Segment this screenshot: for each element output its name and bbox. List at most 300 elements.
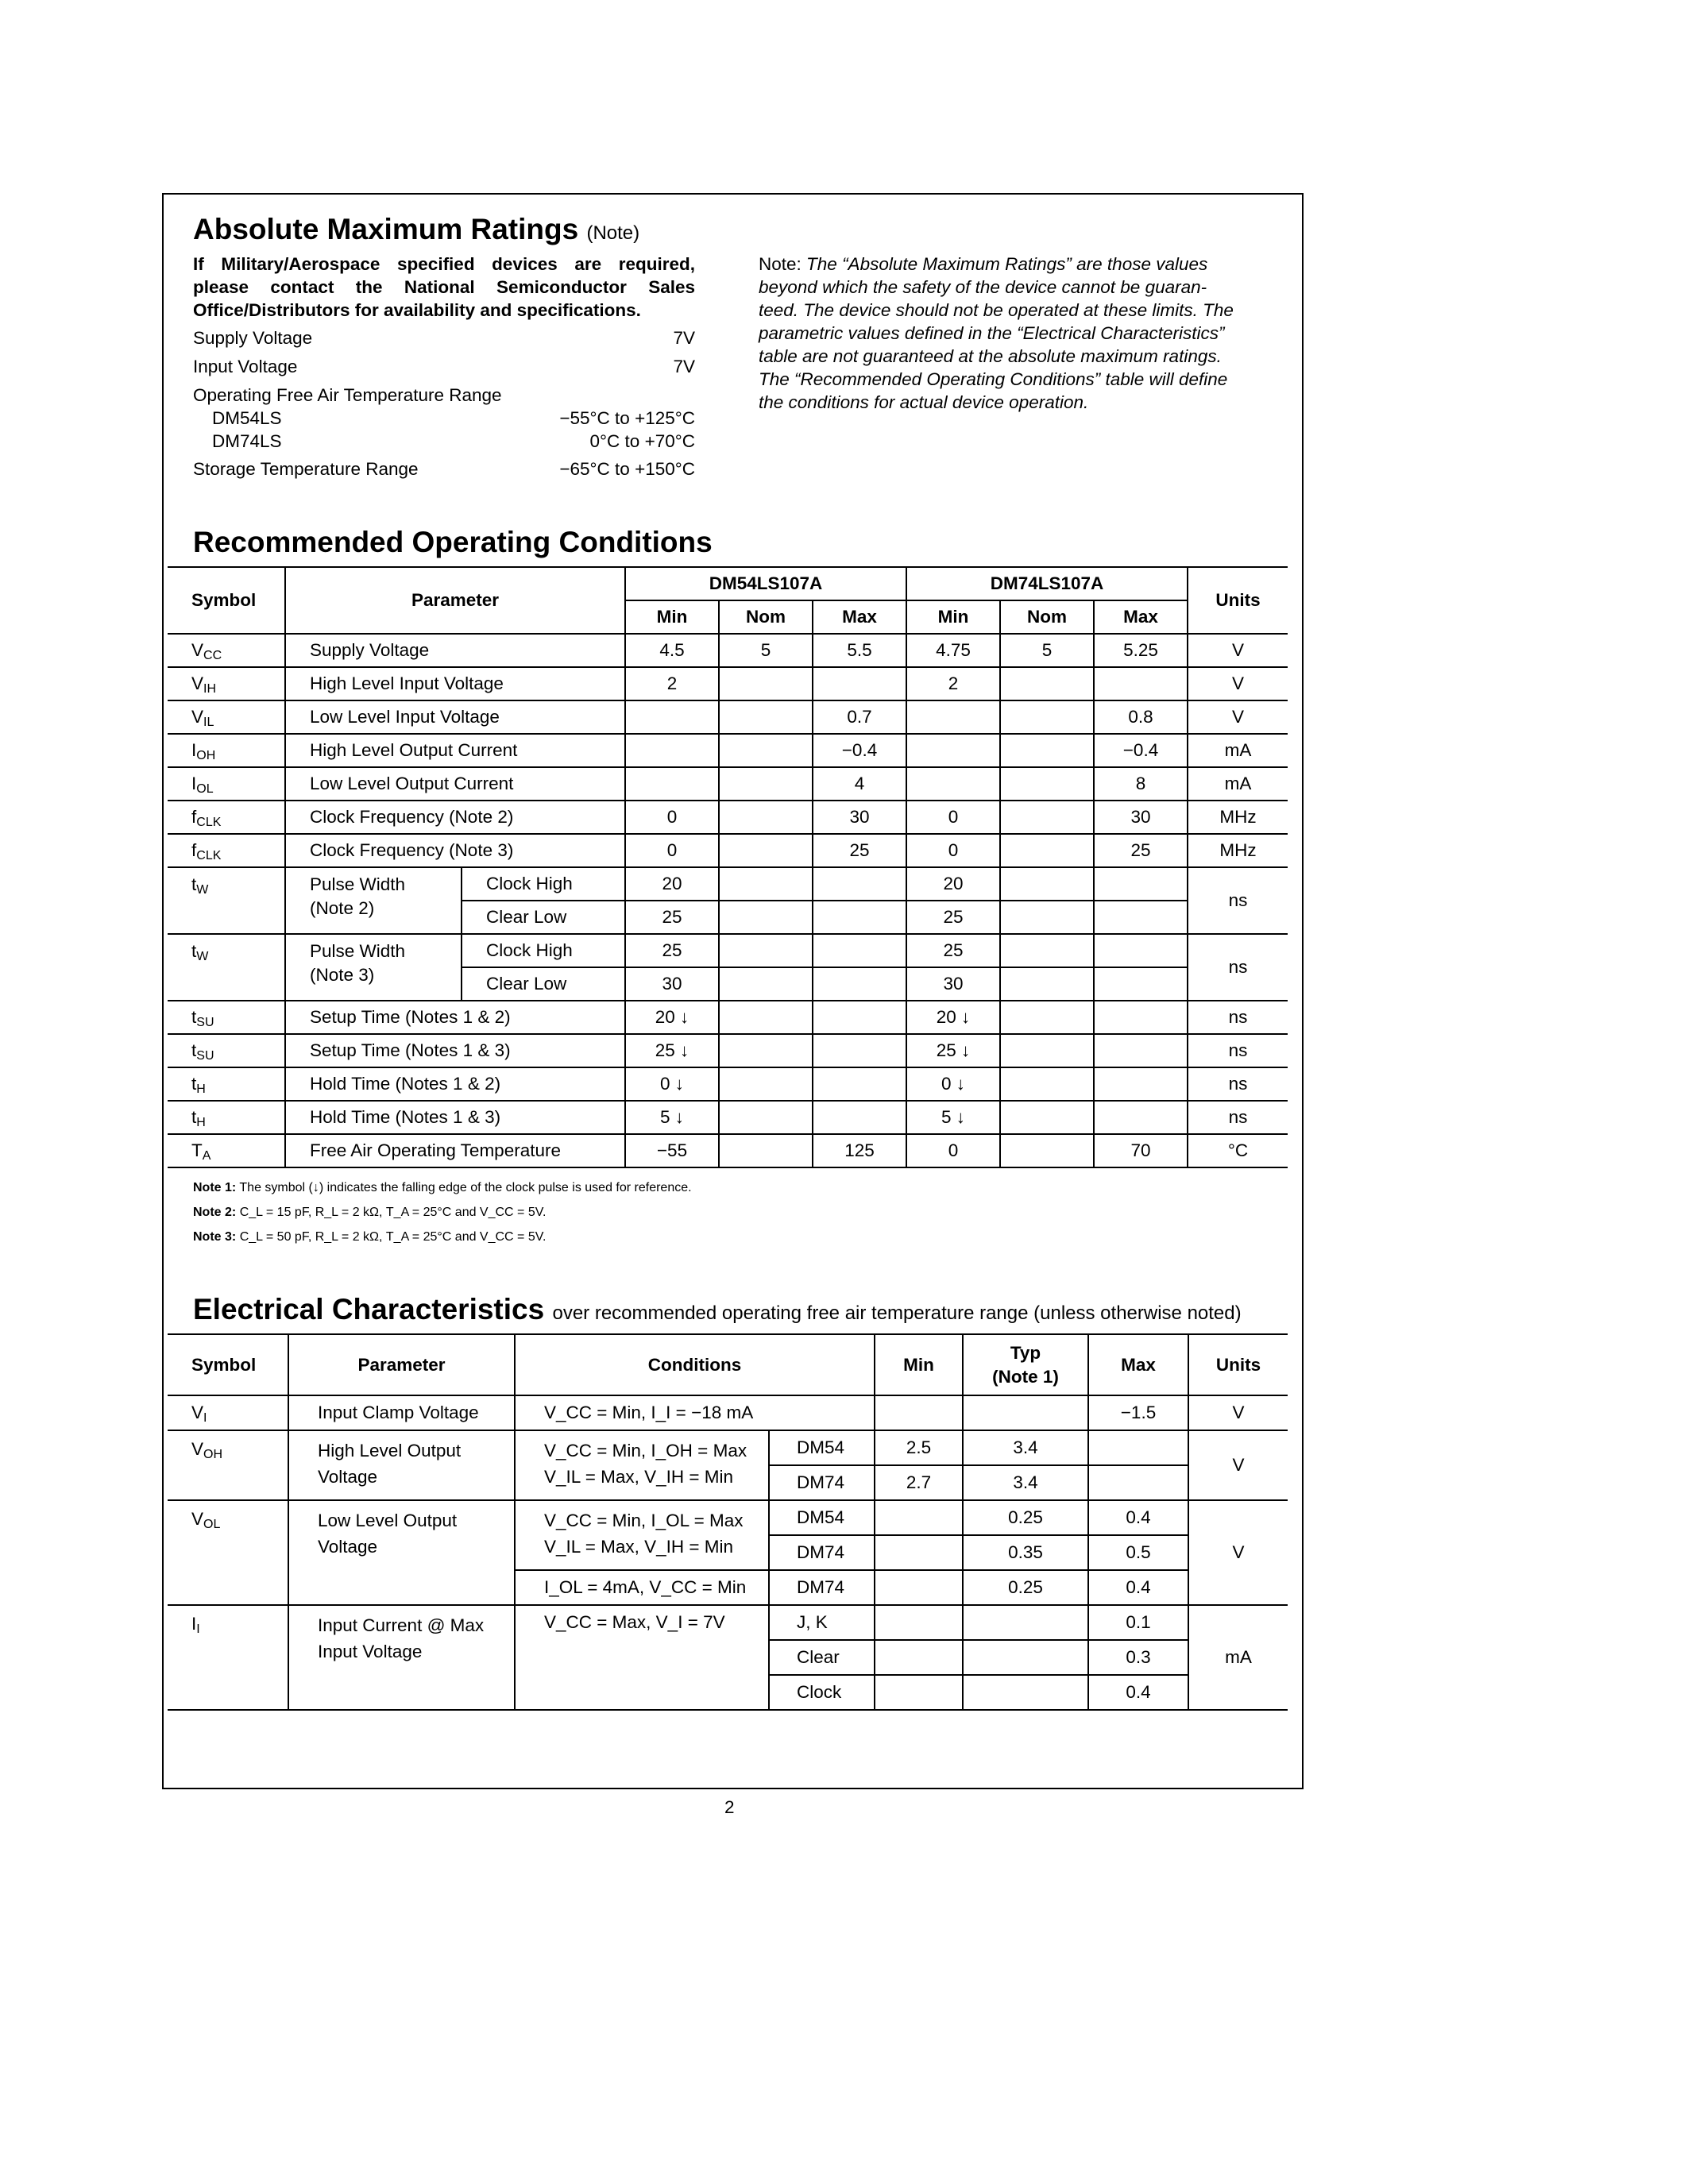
roc-nom54 — [719, 700, 813, 734]
amr-storage-value: −65°C to +150°C — [559, 459, 695, 479]
roc-pw2-max54-1 — [813, 867, 906, 901]
ec-ii-max1: 0.1 — [1088, 1605, 1188, 1640]
roc-min54: 2 — [625, 667, 719, 700]
roc-symbol-letter: I — [191, 774, 197, 793]
roc-note2-text: C_L = 15 pF, R_L = 2 kΩ, T_A = 25°C and V_CC = 5V. — [239, 1206, 547, 1219]
ec-voh-max2 — [1088, 1465, 1188, 1500]
roc-ta-max74: 70 — [1094, 1134, 1188, 1167]
roc-units: V — [1232, 640, 1245, 660]
roc-param: Clock Frequency (Note 3) — [285, 834, 625, 867]
roc-h-nom74: Nom — [1000, 600, 1094, 634]
roc-row — [168, 834, 1288, 867]
ec-ii-typ3 — [963, 1675, 1088, 1710]
roc-nom74 — [1000, 767, 1094, 801]
roc-pw3-max54-1 — [813, 934, 906, 967]
ec-vol-units: V — [1232, 1542, 1245, 1562]
roc-symbol — [168, 1101, 285, 1134]
roc-pw3-min74-1: 25 — [906, 934, 1000, 967]
ec-h-typ-note: (Note 1) — [992, 1366, 1059, 1387]
roc-max74: 30 — [1094, 801, 1188, 834]
roc-pw2-min74-2: 25 — [906, 901, 1000, 934]
ec-vol-cond-l1: V_CC = Min, I_OL = Max — [544, 1511, 744, 1530]
roc-nom74 — [1000, 1034, 1094, 1067]
ec-vol-sym: V — [191, 1509, 204, 1529]
ec-h-symbol: Symbol — [168, 1334, 288, 1395]
roc-ta-sym: T — [191, 1140, 203, 1160]
ec-table — [168, 1333, 1288, 1711]
roc-note3-text: C_L = 50 pF, R_L = 2 kΩ, T_A = 25°C and V_CC = 5V. — [239, 1230, 547, 1244]
roc-pw2-param-l1: Pulse Width — [310, 874, 406, 894]
roc-table — [168, 566, 1288, 1168]
roc-row — [168, 767, 1288, 801]
amr-optemp-label: Operating Free Air Temperature Range — [193, 385, 502, 405]
ec-voh-d2: DM74 — [769, 1465, 875, 1500]
roc-row — [168, 1101, 1288, 1134]
ec-vol-typ3: 0.25 — [963, 1570, 1088, 1605]
roc-title: Recommended Operating Conditions — [193, 526, 713, 558]
ec-h-max: Max — [1088, 1334, 1188, 1395]
roc-units: ns — [1228, 1040, 1248, 1060]
roc-pw2-nom54-1 — [719, 867, 813, 901]
ec-voh-units: V — [1232, 1455, 1245, 1475]
ec-vol-sub: OL — [203, 1518, 221, 1531]
roc-pw2-units: ns — [1228, 890, 1248, 910]
roc-min54: 0 — [625, 801, 719, 834]
roc-nom54 — [719, 801, 813, 834]
ec-voh-param-l2: Voltage — [318, 1467, 378, 1487]
amr-dm54-label: DM54LS — [212, 408, 282, 428]
ec-ii-param-l2: Input Voltage — [318, 1642, 423, 1661]
roc-symbol-sub: CC — [203, 649, 222, 662]
roc-units: MHz — [1219, 840, 1257, 860]
roc-note2 — [193, 1206, 546, 1220]
ec-voh-d1: DM54 — [769, 1430, 875, 1465]
roc-row — [168, 801, 1288, 834]
ec-subtitle: over recommended operating free air temperature range (unless otherwise noted) — [552, 1302, 1242, 1324]
roc-row-ta — [168, 1134, 1288, 1167]
roc-param: Setup Time (Notes 1 & 3) — [285, 1034, 625, 1067]
roc-ta-units: °C — [1227, 1140, 1249, 1160]
roc-note2-label: Note 2: — [193, 1206, 237, 1219]
ec-vi-max: −1.5 — [1088, 1395, 1188, 1430]
ec-voh-cond — [515, 1430, 769, 1500]
ec-vi-param: Input Clamp Voltage — [288, 1395, 515, 1430]
ec-voh-min2: 2.7 — [875, 1465, 963, 1500]
roc-pw2-nom74-1 — [1000, 867, 1094, 901]
amr-dm54-value: −55°C to +125°C — [559, 408, 695, 428]
roc-symbol-letter: t — [191, 1007, 197, 1027]
ec-ii-p2: Clear — [769, 1640, 875, 1675]
amr-note-line5: table are not guaranteed at the absolute maximum ratings. — [759, 346, 1222, 366]
ec-voh-sym: V — [191, 1439, 204, 1459]
ec-vol-cond3: I_OL = 4mA, V_CC = Min — [515, 1570, 769, 1605]
roc-h-dm74: DM74LS107A — [906, 567, 1188, 600]
roc-nom54 — [719, 1034, 813, 1067]
roc-max74 — [1094, 1001, 1188, 1034]
roc-max74 — [1094, 1034, 1188, 1067]
roc-max74: −0.4 — [1094, 734, 1188, 767]
roc-h-nom54: Nom — [719, 600, 813, 634]
roc-row — [168, 700, 1288, 734]
roc-symbol — [168, 1001, 285, 1034]
roc-min54: 0 — [625, 834, 719, 867]
roc-pw3-sub: W — [196, 950, 209, 963]
roc-symbol-sub: H — [196, 1082, 206, 1096]
roc-pw3-param-l2: (Note 3) — [310, 965, 375, 985]
roc-h-dm54: DM54LS107A — [625, 567, 906, 600]
ec-ii-min2 — [875, 1640, 963, 1675]
roc-pw2-max74-1 — [1094, 867, 1188, 901]
ec-ii-sym: I — [191, 1614, 197, 1634]
ec-h-parameter: Parameter — [288, 1334, 515, 1395]
amr-supply-label: Supply Voltage — [193, 328, 313, 348]
ec-row-ii1 — [168, 1605, 1288, 1640]
roc-nom54: 5 — [719, 634, 813, 667]
amr-input-value: 7V — [673, 357, 695, 376]
roc-pw3-sym: t — [191, 941, 197, 961]
amr-note-line3: teed. The device should not be operated at these limits. The — [759, 300, 1234, 320]
roc-param: Low Level Output Current — [285, 767, 625, 801]
roc-symbol-letter: I — [191, 740, 197, 760]
roc-nom54 — [719, 1101, 813, 1134]
ec-h-typ-label: Typ — [1010, 1342, 1041, 1363]
roc-units: MHz — [1219, 807, 1257, 827]
ec-vi-symbol — [168, 1395, 288, 1430]
ec-vol-min3 — [875, 1570, 963, 1605]
ec-voh-typ2: 3.4 — [963, 1465, 1088, 1500]
roc-symbol — [168, 734, 285, 767]
amr-title — [193, 213, 639, 246]
roc-min54: 20 ↓ — [625, 1001, 719, 1034]
roc-symbol-sub: IH — [203, 682, 217, 696]
amr-note-line7: the conditions for actual device operation. — [759, 392, 1089, 412]
amr-dm74-label: DM74LS — [212, 431, 282, 451]
roc-pw2-symbol — [168, 867, 285, 934]
amr-input-label: Input Voltage — [193, 357, 298, 376]
roc-param: Setup Time (Notes 1 & 2) — [285, 1001, 625, 1034]
roc-min54: 25 ↓ — [625, 1034, 719, 1067]
roc-symbol-letter: V — [191, 707, 204, 727]
roc-min54 — [625, 767, 719, 801]
roc-max74 — [1094, 1101, 1188, 1134]
roc-max54: 5.5 — [813, 634, 906, 667]
amr-note-line1 — [759, 254, 1207, 275]
ec-h-units: Units — [1215, 1354, 1261, 1375]
roc-note1-label: Note 1: — [193, 1181, 237, 1194]
amr-mil-line3: Office/Distributors for availability and specifications. — [193, 300, 641, 320]
roc-nom54 — [719, 1001, 813, 1034]
roc-row — [168, 667, 1288, 700]
roc-symbol-letter: V — [191, 673, 204, 693]
roc-symbol-sub: SU — [196, 1016, 214, 1029]
ec-vol-typ2: 0.35 — [963, 1535, 1088, 1570]
roc-param: Supply Voltage — [285, 634, 625, 667]
roc-param: Low Level Input Voltage — [285, 700, 625, 734]
roc-pw3-symbol — [168, 934, 285, 1001]
roc-symbol — [168, 1034, 285, 1067]
roc-pw3-max74-1 — [1094, 934, 1188, 967]
roc-symbol-letter: t — [191, 1074, 197, 1094]
roc-pw3-max74-2 — [1094, 967, 1188, 1001]
roc-symbol — [168, 767, 285, 801]
roc-max74 — [1094, 667, 1188, 700]
roc-min74: 4.75 — [906, 634, 1000, 667]
roc-symbol — [168, 801, 285, 834]
roc-max74: 25 — [1094, 834, 1188, 867]
roc-pw2-nom54-2 — [719, 901, 813, 934]
ec-voh-cond-l1: V_CC = Min, I_OH = Max — [544, 1441, 747, 1461]
roc-ta-nom74 — [1000, 1134, 1094, 1167]
roc-max74: 0.8 — [1094, 700, 1188, 734]
roc-ta-symbol — [168, 1134, 285, 1167]
roc-nom54 — [719, 667, 813, 700]
roc-row-pw3a — [168, 934, 1288, 967]
ec-ii-min3 — [875, 1675, 963, 1710]
ec-vol-d1: DM54 — [769, 1500, 875, 1535]
roc-max54 — [813, 1034, 906, 1067]
roc-row — [168, 734, 1288, 767]
ec-h-typ — [963, 1334, 1088, 1395]
roc-min74: 25 ↓ — [906, 1034, 1000, 1067]
roc-pw2-max74-2 — [1094, 901, 1188, 934]
ec-row-vi — [168, 1395, 1288, 1430]
roc-nom54 — [719, 734, 813, 767]
roc-symbol — [168, 667, 285, 700]
roc-simple-rows — [168, 634, 1288, 867]
amr-dm74-value: 0°C to +70°C — [589, 431, 695, 451]
ec-ii-max3: 0.4 — [1088, 1675, 1188, 1710]
roc-units: V — [1232, 673, 1245, 693]
roc-note1 — [193, 1181, 692, 1195]
amr-mil-line1: If Military/Aerospace specified devices are required, — [193, 254, 695, 274]
ec-title-text: Electrical Characteristics — [193, 1293, 545, 1325]
roc-nom54 — [719, 767, 813, 801]
roc-pw3-nom74-2 — [1000, 967, 1094, 1001]
roc-pw3-nom54-1 — [719, 934, 813, 967]
amr-note-line6: The “Recommended Operating Conditions” table will define — [759, 369, 1228, 389]
ec-h-conditions: Conditions — [515, 1334, 875, 1395]
roc-pw2-c1: Clock High — [462, 867, 625, 901]
roc-note3-label: Note 3: — [193, 1230, 237, 1244]
roc-min74: 20 ↓ — [906, 1001, 1000, 1034]
ec-vol-typ1: 0.25 — [963, 1500, 1088, 1535]
roc-symbol — [168, 834, 285, 867]
roc-param: Clock Frequency (Note 2) — [285, 801, 625, 834]
roc-min74: 0 — [906, 801, 1000, 834]
roc-symbol-sub: H — [196, 1116, 206, 1129]
roc-nom74 — [1000, 801, 1094, 834]
roc-row — [168, 1001, 1288, 1034]
roc-max54 — [813, 1001, 906, 1034]
roc-row — [168, 1034, 1288, 1067]
roc-units: ns — [1228, 1107, 1248, 1127]
roc-param: High Level Output Current — [285, 734, 625, 767]
ec-vol-param-l1: Low Level Output — [318, 1511, 458, 1530]
roc-symbol — [168, 634, 285, 667]
ec-voh-sub: OH — [203, 1448, 223, 1461]
ec-vol-cond — [515, 1500, 769, 1570]
roc-min54: 0 ↓ — [625, 1067, 719, 1101]
ec-row-voh1 — [168, 1430, 1288, 1465]
roc-symbol-sub: IL — [203, 716, 214, 729]
roc-pw2-min54-1: 20 — [625, 867, 719, 901]
roc-pw3-min74-2: 30 — [906, 967, 1000, 1001]
ec-vi-sub: I — [203, 1411, 207, 1425]
page-number: 2 — [724, 1797, 735, 1817]
roc-pw2-min54-2: 25 — [625, 901, 719, 934]
roc-min74 — [906, 734, 1000, 767]
roc-h-units: Units — [1215, 590, 1261, 610]
ec-voh-param-l1: High Level Output — [318, 1441, 462, 1461]
ec-vol-min1 — [875, 1500, 963, 1535]
roc-note3 — [193, 1230, 546, 1244]
roc-ta-min74: 0 — [906, 1134, 1000, 1167]
ec-voh-max1 — [1088, 1430, 1188, 1465]
ec-voh-symbol — [168, 1430, 288, 1500]
amr-supply-value: 7V — [673, 328, 695, 348]
ec-h-min: Min — [875, 1334, 963, 1395]
roc-row-pw2a — [168, 867, 1288, 901]
roc-pw2-param-l2: (Note 2) — [310, 898, 375, 918]
roc-min54: 4.5 — [625, 634, 719, 667]
roc-min74: 5 ↓ — [906, 1101, 1000, 1134]
roc-row — [168, 634, 1288, 667]
ec-voh-min1: 2.5 — [875, 1430, 963, 1465]
roc-symbol-sub: OH — [196, 749, 216, 762]
roc-max54: 0.7 — [813, 700, 906, 734]
amr-note-l1: The “Absolute Maximum Ratings” are those values — [806, 254, 1208, 274]
roc-max54 — [813, 1067, 906, 1101]
ec-row-vol1 — [168, 1500, 1288, 1535]
ec-vol-symbol — [168, 1500, 288, 1605]
roc-h-min74: Min — [906, 600, 1000, 634]
amr-note-line4: parametric values defined in the “Electrical Characteristics” — [759, 323, 1225, 343]
ec-vol-max1: 0.4 — [1088, 1500, 1188, 1535]
roc-pw2-nom74-2 — [1000, 901, 1094, 934]
ec-ii-p1: J, K — [769, 1605, 875, 1640]
ec-vi-cond: V_CC = Min, I_I = −18 mA — [515, 1395, 875, 1430]
roc-symbol-letter: t — [191, 1040, 197, 1060]
roc-min54 — [625, 700, 719, 734]
amr-title-note: (Note) — [586, 222, 640, 244]
roc-pw3-min54-2: 30 — [625, 967, 719, 1001]
ec-ii-cond: V_CC = Max, V_I = 7V — [515, 1605, 769, 1710]
ec-ii-sub: I — [196, 1623, 200, 1636]
ec-title — [193, 1293, 1242, 1326]
roc-pw3-c1: Clock High — [462, 934, 625, 967]
ec-vi-units: V — [1232, 1403, 1245, 1422]
roc-pw2-sub: W — [196, 883, 209, 897]
roc-nom74 — [1000, 1001, 1094, 1034]
roc-pw3-nom74-1 — [1000, 934, 1094, 967]
roc-symbol-letter: f — [191, 840, 197, 860]
roc-max74: 5.25 — [1094, 634, 1188, 667]
roc-ta-sub: A — [202, 1149, 211, 1163]
roc-nom54 — [719, 1067, 813, 1101]
roc-max74: 8 — [1094, 767, 1188, 801]
ec-ii-typ1 — [963, 1605, 1088, 1640]
ec-voh-cond-l2: V_IL = Max, V_IH = Min — [544, 1467, 734, 1487]
ec-vi-min — [875, 1395, 963, 1430]
roc-nom74 — [1000, 1067, 1094, 1101]
roc-symbol-sub: OL — [196, 782, 214, 796]
ec-ii-p3: Clock — [769, 1675, 875, 1710]
roc-pw3-max54-2 — [813, 967, 906, 1001]
roc-timing-rows — [168, 1001, 1288, 1134]
roc-pw2-max54-2 — [813, 901, 906, 934]
roc-min54: 5 ↓ — [625, 1101, 719, 1134]
roc-pw2-sym: t — [191, 874, 197, 894]
amr-mil-line2: please contact the National Semiconductor Sales — [193, 277, 695, 297]
roc-nom74 — [1000, 667, 1094, 700]
ec-ii-units: mA — [1225, 1647, 1252, 1667]
roc-symbol-sub: CLK — [196, 849, 222, 862]
roc-h-max54: Max — [813, 600, 906, 634]
roc-nom74 — [1000, 1101, 1094, 1134]
roc-symbol-letter: f — [191, 807, 197, 827]
roc-h-max74: Max — [1094, 600, 1188, 634]
amr-note-prefix: Note: — [759, 254, 802, 274]
ec-ii-symbol — [168, 1605, 288, 1710]
ec-ii-min1 — [875, 1605, 963, 1640]
roc-symbol-sub: SU — [196, 1049, 214, 1063]
roc-max54 — [813, 1101, 906, 1134]
roc-min74 — [906, 767, 1000, 801]
roc-max54 — [813, 667, 906, 700]
roc-nom74 — [1000, 834, 1094, 867]
roc-units: ns — [1228, 1007, 1248, 1027]
roc-ta-min54: −55 — [625, 1134, 719, 1167]
ec-vol-max2: 0.5 — [1088, 1535, 1188, 1570]
roc-max54: −0.4 — [813, 734, 906, 767]
roc-ta-nom54 — [719, 1134, 813, 1167]
ec-voh-typ1: 3.4 — [963, 1430, 1088, 1465]
roc-pw3-nom54-2 — [719, 967, 813, 1001]
amr-title-text: Absolute Maximum Ratings — [193, 213, 579, 245]
ec-vol-param-l2: Voltage — [318, 1537, 378, 1557]
roc-pw3-units: ns — [1228, 957, 1248, 977]
roc-pw3-c2: Clear Low — [462, 967, 625, 1001]
roc-max54: 30 — [813, 801, 906, 834]
ec-ii-max2: 0.3 — [1088, 1640, 1188, 1675]
amr-storage-label: Storage Temperature Range — [193, 459, 419, 479]
ec-vol-max3: 0.4 — [1088, 1570, 1188, 1605]
ec-vi-sym: V — [191, 1403, 204, 1422]
roc-symbol-letter: V — [191, 640, 204, 660]
ec-voh-param — [288, 1430, 515, 1500]
roc-nom74 — [1000, 700, 1094, 734]
roc-min74 — [906, 700, 1000, 734]
roc-nom74: 5 — [1000, 634, 1094, 667]
roc-param: Hold Time (Notes 1 & 3) — [285, 1101, 625, 1134]
ec-ii-param-l1: Input Current @ Max — [318, 1615, 485, 1635]
roc-pw3-min54-1: 25 — [625, 934, 719, 967]
roc-pw2-param — [285, 867, 462, 934]
roc-units: mA — [1224, 774, 1252, 793]
roc-symbol-sub: CLK — [196, 816, 222, 829]
ec-ii-typ2 — [963, 1640, 1088, 1675]
roc-units: ns — [1228, 1074, 1248, 1094]
roc-row — [168, 1067, 1288, 1101]
roc-note1-text: The symbol (↓) indicates the falling edge of the clock pulse is used for reference. — [239, 1181, 692, 1194]
roc-pw3-param-l1: Pulse Width — [310, 941, 406, 961]
roc-pw2-c2: Clear Low — [462, 901, 625, 934]
roc-min54 — [625, 734, 719, 767]
roc-min74: 0 — [906, 834, 1000, 867]
ec-vol-cond-l2: V_IL = Max, V_IH = Min — [544, 1537, 734, 1557]
ec-vol-d2: DM74 — [769, 1535, 875, 1570]
roc-pw2-min74-1: 20 — [906, 867, 1000, 901]
